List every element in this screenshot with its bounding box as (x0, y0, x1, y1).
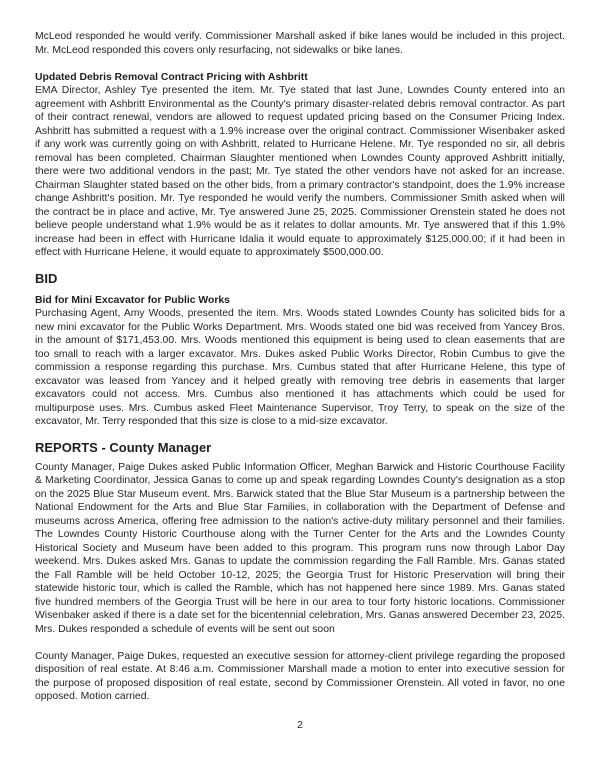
page-number: 2 (297, 719, 303, 731)
bid-section-heading: BID (35, 270, 58, 286)
excavator-section-heading: Bid for Mini Excavator for Public Works (35, 294, 230, 306)
reports-paragraph-executive-session: County Manager, Paige Dukes, requested an executive session for attorney-client privilege regarding the proposed disposition of real estate. At 8:46 a.m. Commissioner Marshall made a motion to enter into executive session for the purpose of proposed disposition of real estate, second by Commissioner Orenstein. All voted in favor, no one opposed. Motion carried. (35, 650, 565, 702)
intro-paragraph: McLeod responded he would verify. Commissioner Marshall asked if bike lanes would be included in this project. Mr. McLeod responded this covers only resurfacing, not sidewalks or bike lanes. (35, 31, 565, 56)
excavator-section-body: Purchasing Agent, Amy Woods, presented the item. Mrs. Woods stated Lowndes County has solicited bids for a new mini excavator for the Public Works Department. Mrs. Woods stated one bid was received from Yancey Bros. in the amount of $171,453.00. Mrs. Woods mentioned this equipment is being used to clean easements that are too small to reach with a larger excavator. Mrs. Dukes asked Public Works Director, Robin Cumbus to give the commission a response regarding this purchase. Mrs. Cumbus stated that after Hurricane Helene, this type of excavator was leased from Yancey and it helped greatly with removing tree debris in easements that larger excavators could not access. Mrs. Cumbus also mentioned it has attachments which could be used for multipurpose uses. Mrs. Cumbus asked Fleet Maintenance Supervisor, Troy Terry, to speak on the size of the excavator, Mr. Terry responded that this size is close to a mid-size excavator. (35, 308, 565, 427)
reports-paragraph-blue-star: County Manager, Paige Dukes asked Public Information Officer, Meghan Barwick and Historic Courthouse Facility & Marketing Coordinator, Jessica Ganas to come up and speak regarding Lowndes County's designation as a stop on the 2025 Blue Star Museum event. Mrs. Barwick stated that the Blue Star Museum is a partnership between the National Endowment for the Arts and Blue Star Families, in collaboration with the Department of Defense and museums across America, offering free admission to the nation's active-duty military personnel and their families. The Lowndes County Historic Courthouse along with the Turner Center for the Arts and the Lowndes County Historical Society and Museum have been added to this program. This program runs now through Labor Day weekend. Mrs. Dukes asked Mrs. Ganas to update the commission regarding the Fall Ramble. Mrs. Ganas stated the Fall Ramble will be held October 10-12, 2025; the Georgia Trust for Historic Preservation will bring their statewide historic tour, which is called the Ramble, which has not happened here since 1989. Mrs. Ganas stated five hundred members of the Georgia Trust will be here in our area to tour forty historic locations. Commissioner Wisenbaker asked if there is a date set for the bicentennial celebration, Mrs. Ganas answered December 23, 2025. Mrs. Dukes responded a schedule of events will be sent out soon (35, 461, 565, 635)
debris-section-heading: Updated Debris Removal Contract Pricing with Ashbritt (35, 71, 308, 83)
debris-section-body: EMA Director, Ashley Tye presented the item. Mr. Tye stated that last June, Lowndes County entered into an agreement with Ashbritt Environmental as the County's primary disaster-related debris removal contractor. As part of their contract renewal, vendors are allowed to request updated pricing based on the Consumer Pricing Index. Ashbritt has submitted a request with a 1.9% increase over the original contract. Commissioner Wisenbaker asked if any work was currently going on with Ashbritt, related to Hurricane Helene. Mr. Tye responded no sir, all debris removal has been completed. Chairman Slaughter mentioned when Lowndes County approved Ashbritt initially, there were two additional vendors in the past; Mr. Tye stated the other vendors have not asked for an increase. Chairman Slaughter stated based on the other bids, from a primary contractor's standpoint, does the 1.9% increase change Ashbritt's position. Mr. Tye responded he would verify the numbers. Commissioner Smith asked when will the contract be in place and active, Mr. Tye answered June 25, 2025. Commissioner Orenstein stated he does not believe people understand what 1.9% would be as it relates to dollar amounts. Mr. Tye answered that if this 1.9% increase had been in effect with Hurricane Idalia it would equate to approximately $125,000.00; if it had been in effect with Hurricane Helene, it would equate to approximately $500,000.00. (35, 85, 565, 258)
reports-section-heading: REPORTS - County Manager (35, 439, 212, 455)
